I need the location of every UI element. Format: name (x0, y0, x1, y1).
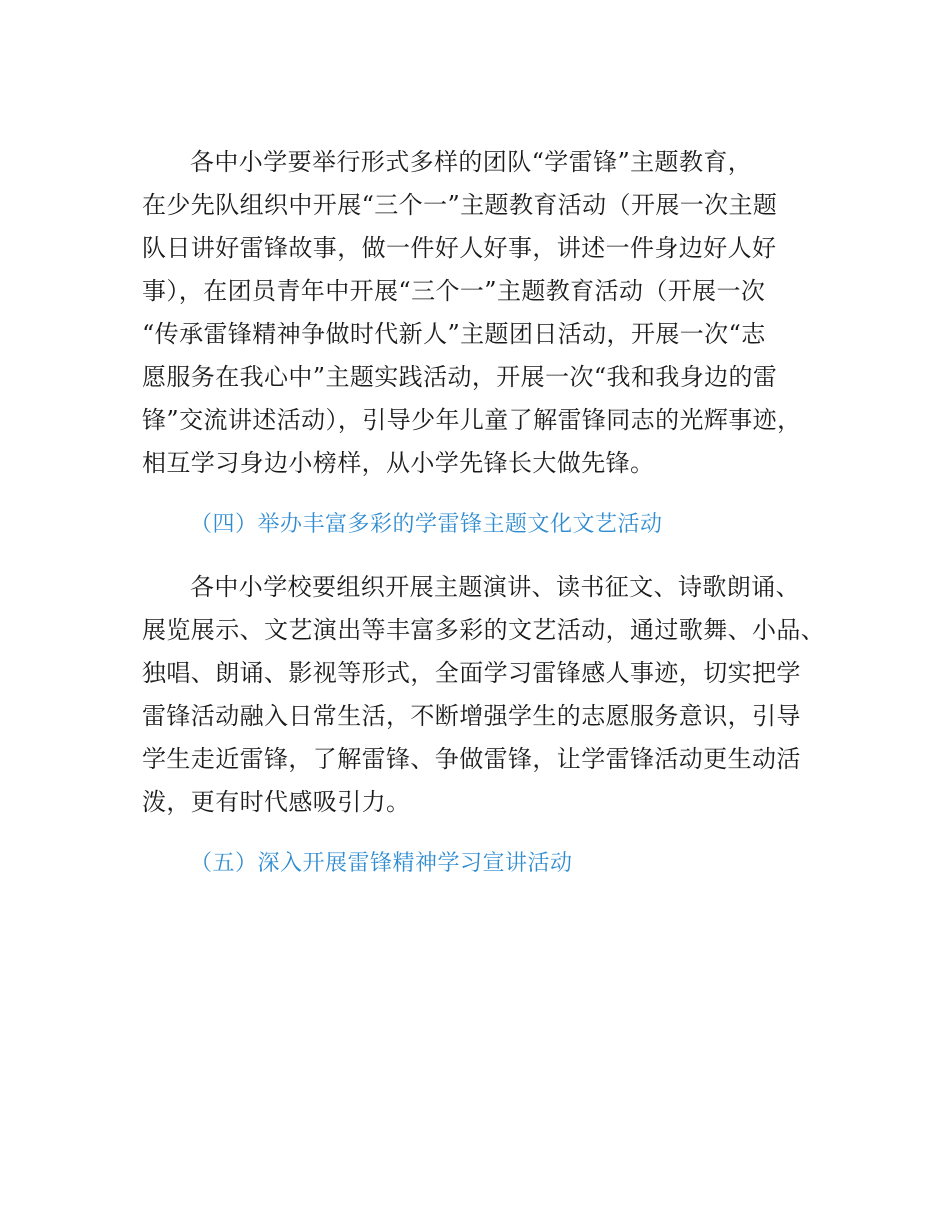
paragraph-line: 锋”交流讲述活动），引导少年儿童了解雷锋同志的光辉事迹， (142, 406, 802, 434)
paragraph-line: 队日讲好雷锋故事，做一件好人好事，讲述一件身边好人好 (142, 234, 777, 262)
paragraph-line: 学生走近雷锋，了解雷锋、争做雷锋，让学雷锋活动更生动活 (142, 745, 801, 773)
paragraph-line: 在少先队组织中开展“三个一”主题教育活动（开展一次主题 (142, 191, 778, 219)
paragraph-line: 雷锋活动融入日常生活，不断增强学生的志愿服务意识，引导 (142, 702, 801, 730)
paragraph-line: 展览展示、文艺演出等丰富多彩的文艺活动，通过歌舞、小品、 (142, 616, 826, 644)
section-heading-4: （四）举办丰富多彩的学雷锋主题文化文艺活动 (190, 512, 663, 537)
paragraph-line: 相互学习身边小榜样，从小学先锋长大做先锋。 (142, 449, 655, 477)
paragraph-line: 愿服务在我心中”主题实践活动，开展一次“我和我身边的雷 (142, 363, 778, 391)
paragraph-line: 各中小学要举行形式多样的团队“学雷锋”主题教育， (190, 148, 753, 176)
paragraph-line: “传承雷锋精神争做时代新人”主题团日活动，开展一次“志 (142, 320, 766, 348)
section-heading-5: （五）深入开展雷锋精神学习宣讲活动 (190, 851, 573, 876)
paragraph-line: 泼，更有时代感吸引力。 (142, 788, 411, 816)
paragraph-line: 独唱、朗诵、影视等形式，全面学习雷锋感人事迹，切实把学 (142, 659, 801, 687)
paragraph-line: 各中小学校要组织开展主题演讲、读书征文、诗歌朗诵、 (190, 573, 800, 601)
paragraph-line: 事），在团员青年中开展“三个一”主题教育活动（开展一次 (142, 277, 766, 305)
